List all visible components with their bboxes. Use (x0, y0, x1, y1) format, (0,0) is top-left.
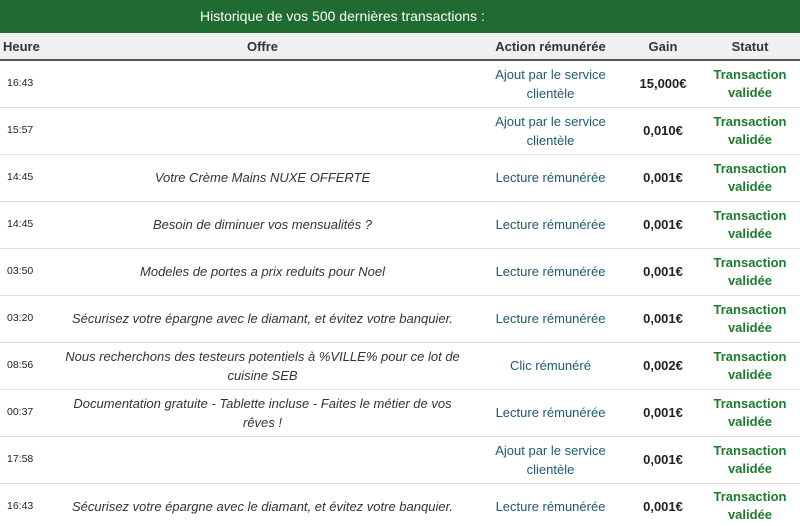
cell-action: Lecture rémunérée (475, 295, 626, 342)
cell-gain: 0,001€ (626, 201, 700, 248)
cell-action: Ajout par le service clientèle (475, 60, 626, 107)
cell-heure: 15:57 (0, 107, 50, 154)
cell-statut: Transaction validée (700, 248, 800, 295)
table-row (0, 201, 800, 248)
cell-heure: 00:37 (0, 389, 50, 436)
cell-heure: 03:20 (0, 295, 50, 342)
cell-gain: 0,001€ (626, 248, 700, 295)
header-gain: Gain (626, 33, 700, 60)
cell-heure: 03:50 (0, 248, 50, 295)
cell-gain: 0,001€ (626, 436, 700, 483)
cell-heure: 14:45 (0, 201, 50, 248)
header-heure: Heure (0, 33, 50, 60)
cell-offre[interactable]: Modeles de portes a prix reduits pour Noel (50, 248, 475, 295)
cell-action: Clic rémunéré (475, 342, 626, 389)
cell-offre[interactable]: Documentation gratuite - Tablette incluse - Faites le métier de vos rêves ! (50, 389, 475, 436)
cell-gain: 0,001€ (626, 154, 700, 201)
transactions-table (0, 33, 800, 526)
cell-heure: 14:45 (0, 154, 50, 201)
cell-statut: Transaction validée (700, 107, 800, 154)
table-row (0, 295, 800, 342)
cell-heure: 08:56 (0, 342, 50, 389)
cell-offre[interactable]: Besoin de diminuer vos mensualités ? (50, 201, 475, 248)
header-statut: Statut (700, 33, 800, 60)
cell-gain: 0,001€ (626, 483, 700, 526)
cell-action: Lecture rémunérée (475, 248, 626, 295)
cell-heure: 16:43 (0, 483, 50, 526)
cell-offre (50, 107, 475, 154)
cell-gain: 0,010€ (626, 107, 700, 154)
header-action: Action rémunérée (475, 33, 626, 60)
cell-statut: Transaction validée (700, 342, 800, 389)
cell-heure: 17:58 (0, 436, 50, 483)
table-row (0, 154, 800, 201)
cell-statut: Transaction validée (700, 389, 800, 436)
cell-statut: Transaction validée (700, 201, 800, 248)
cell-offre[interactable]: Nous recherchons des testeurs potentiels à %VILLE% pour ce lot de cuisine SEB (50, 342, 475, 389)
cell-action: Ajout par le service clientèle (475, 436, 626, 483)
cell-statut: Transaction validée (700, 60, 800, 107)
cell-statut: Transaction validée (700, 483, 800, 526)
cell-statut: Transaction validée (700, 295, 800, 342)
cell-gain: 0,002€ (626, 342, 700, 389)
cell-action: Lecture rémunérée (475, 154, 626, 201)
cell-action: Lecture rémunérée (475, 483, 626, 526)
table-row (0, 389, 800, 436)
table-header-row (0, 33, 800, 60)
cell-action: Lecture rémunérée (475, 389, 626, 436)
cell-offre (50, 436, 475, 483)
table-row (0, 436, 800, 483)
table-row (0, 60, 800, 107)
cell-heure: 16:43 (0, 60, 50, 107)
cell-gain: 15,000€ (626, 60, 700, 107)
history-banner (0, 0, 800, 33)
table-row (0, 107, 800, 154)
cell-action: Lecture rémunérée (475, 201, 626, 248)
header-offre: Offre (50, 33, 475, 60)
table-row (0, 483, 800, 526)
history-title: Historique de vos 500 dernières transactions : (200, 8, 485, 24)
cell-action: Ajout par le service clientèle (475, 107, 626, 154)
cell-statut: Transaction validée (700, 154, 800, 201)
table-row (0, 248, 800, 295)
cell-gain: 0,001€ (626, 389, 700, 436)
cell-gain: 0,001€ (626, 295, 700, 342)
cell-offre[interactable]: Sécurisez votre épargne avec le diamant, et évitez votre banquier. (50, 483, 475, 526)
cell-statut: Transaction validée (700, 436, 800, 483)
cell-offre (50, 60, 475, 107)
table-row (0, 342, 800, 389)
cell-offre[interactable]: Sécurisez votre épargne avec le diamant, et évitez votre banquier. (50, 295, 475, 342)
cell-offre[interactable]: Votre Crème Mains NUXE OFFERTE (50, 154, 475, 201)
